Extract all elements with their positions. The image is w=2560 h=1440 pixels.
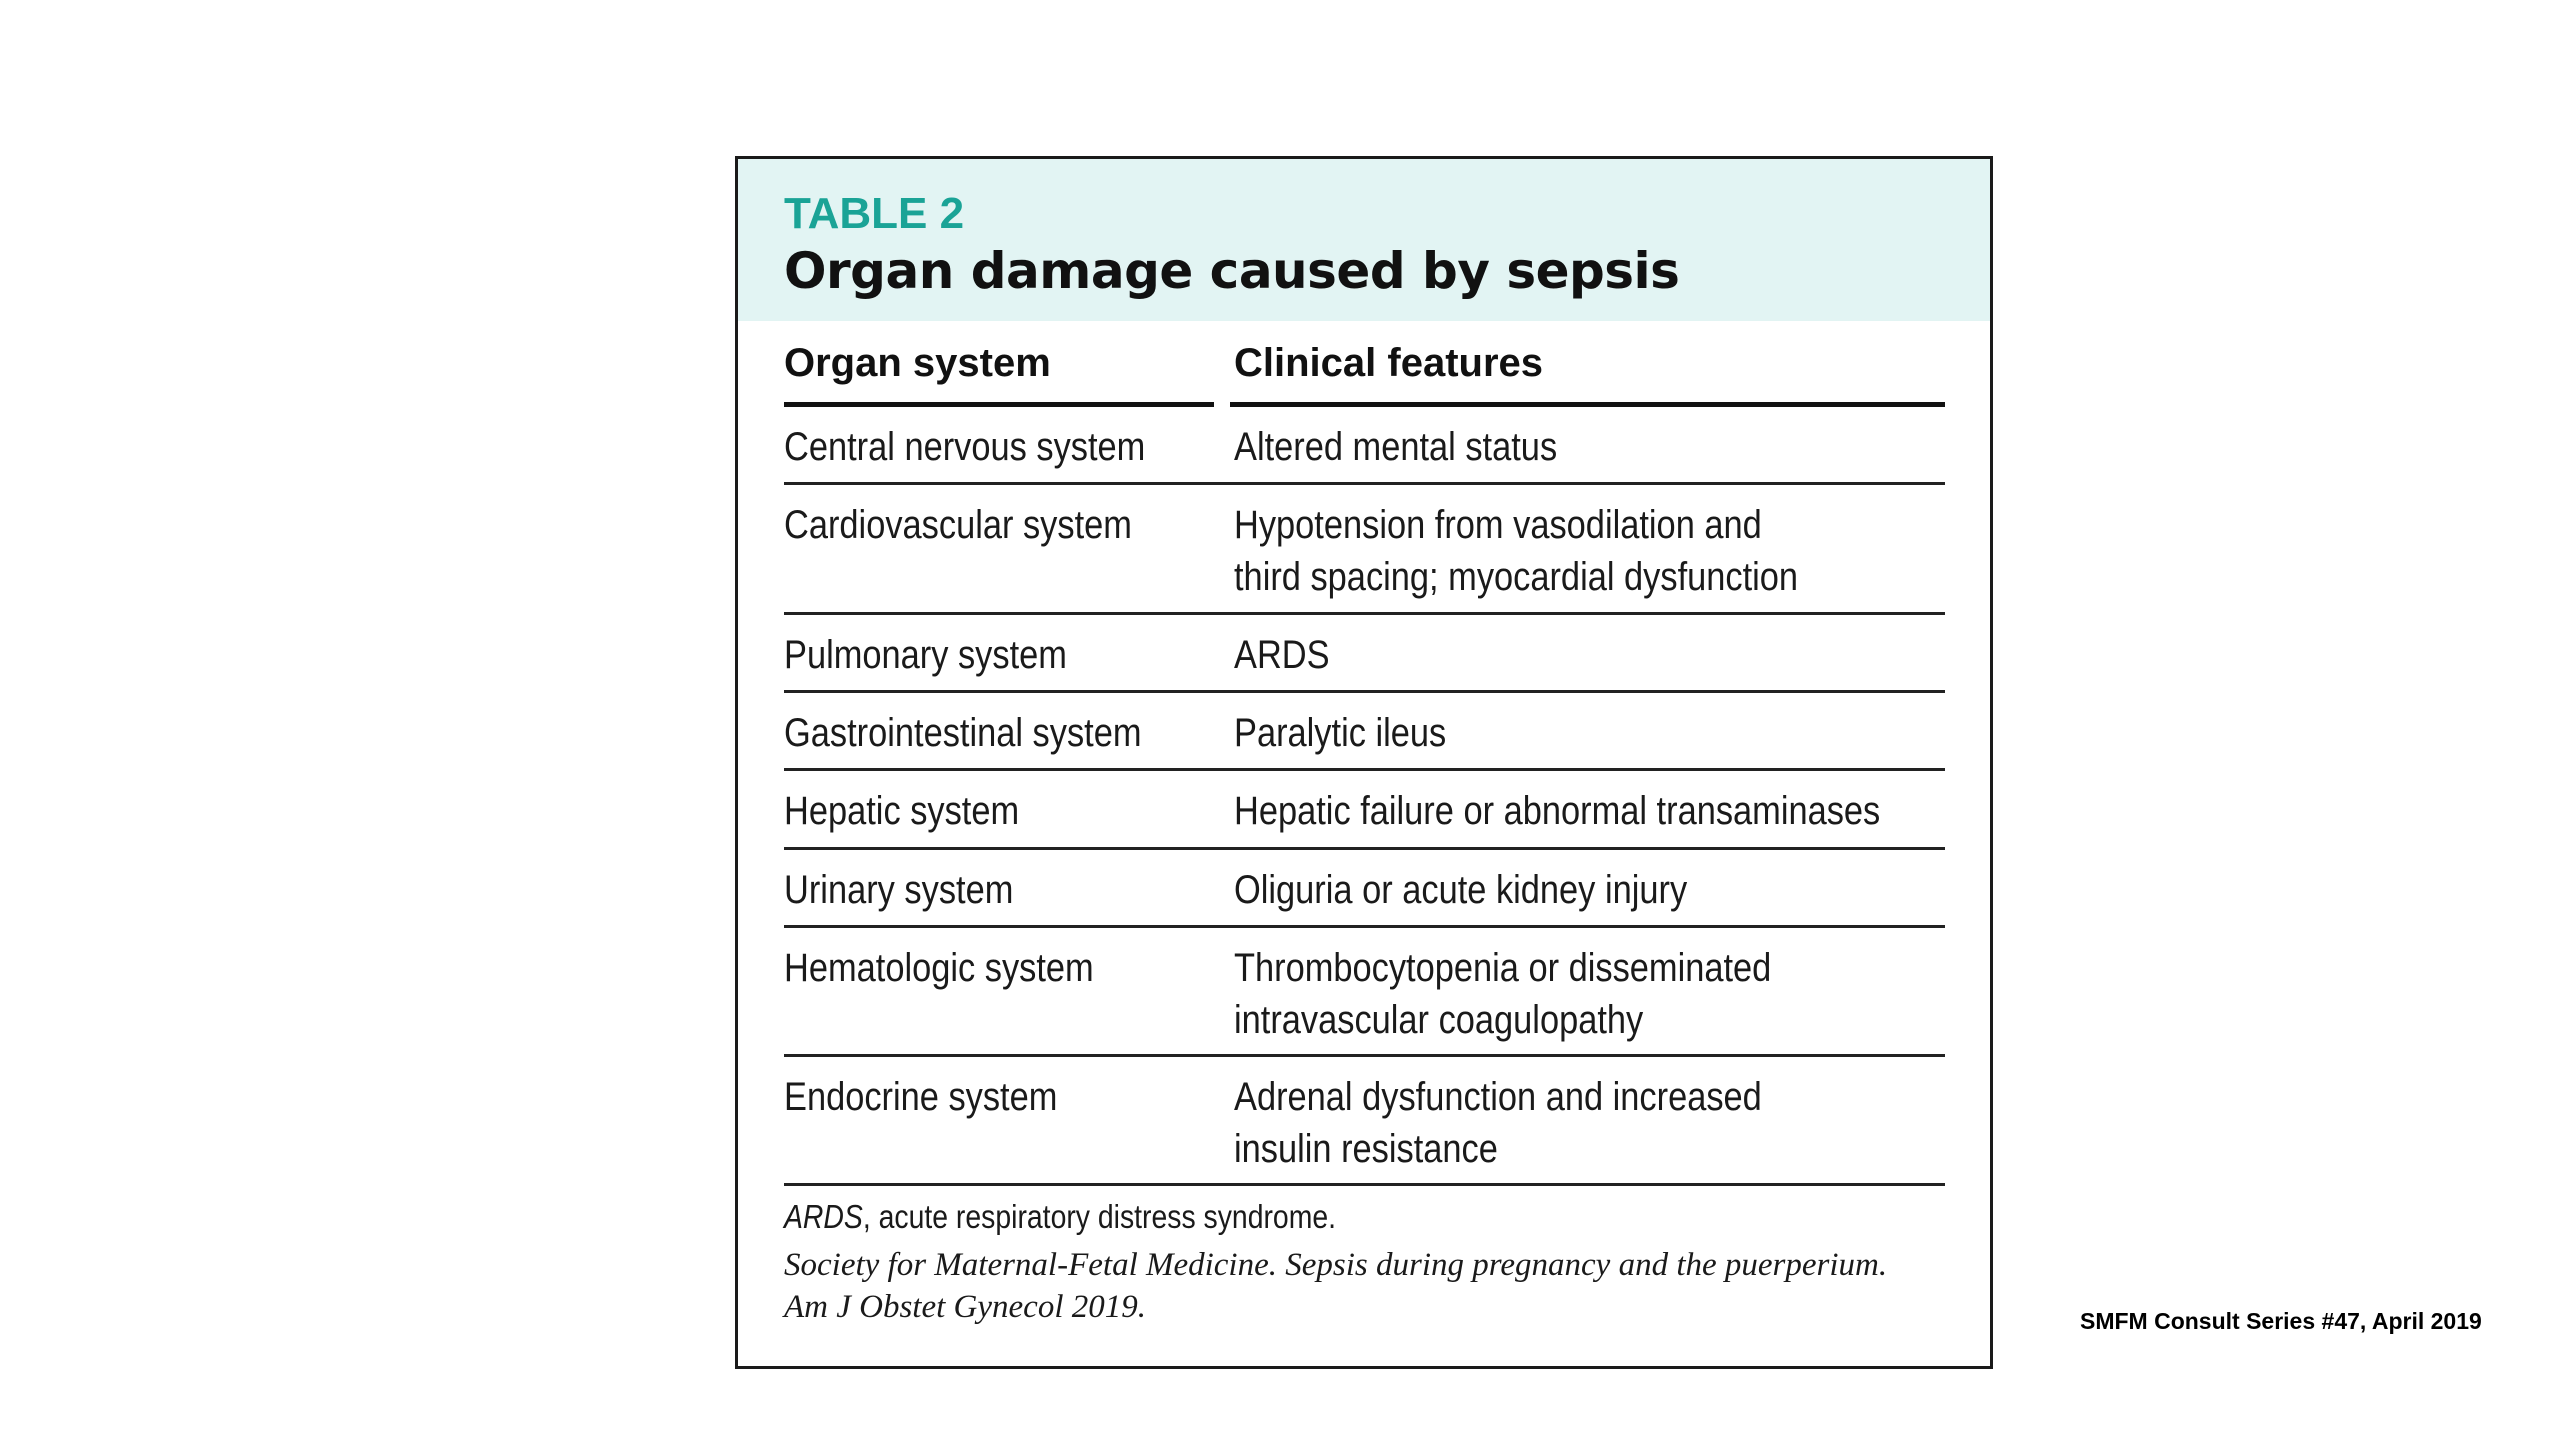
table-body: [738, 321, 1990, 1186]
features-cell: Thrombocytopenia or disseminated intravascular coagulopathy: [1234, 946, 1772, 1042]
features-cell: Hepatic failure or abnormal transaminases: [1234, 789, 1881, 833]
table-row: [784, 615, 1945, 693]
citation-line: Am J Obstet Gynecol 2019.: [784, 1289, 1146, 1325]
features-cell: Altered mental status: [1234, 425, 1558, 469]
organ-cell: Urinary system: [784, 868, 1014, 912]
table-number: TABLE 2: [784, 189, 965, 238]
table-row: [784, 407, 1945, 485]
organ-cell: Hematologic system: [784, 946, 1094, 990]
table-row: [784, 771, 1945, 850]
column-header-features: Clinical features: [1234, 341, 1544, 385]
citation-line: Society for Maternal-Fetal Medicine. Sepsis during pregnancy and the puerperium.: [784, 1247, 1888, 1283]
source-label: SMFM Consult Series #47, April 2019: [2080, 1308, 2482, 1334]
column-header-organ: Organ system: [784, 341, 1051, 385]
footnote-abbr: ARDS: [784, 1198, 863, 1235]
features-cell: Hypotension from vasodilation and third spacing; myocardial dysfunction: [1234, 503, 1799, 599]
footnote-text: , acute respiratory distress syndrome.: [862, 1198, 1337, 1235]
organ-cell: Central nervous system: [784, 425, 1146, 469]
column-header-row: [784, 321, 1945, 407]
organ-cell: Hepatic system: [784, 789, 1020, 833]
table-title: Organ damage caused by sepsis: [784, 242, 1680, 300]
table-card: [735, 156, 1993, 1369]
features-cell: ARDS: [1234, 633, 1330, 677]
features-cell: Adrenal dysfunction and increased insulin resistance: [1234, 1075, 1762, 1171]
organ-cell: Cardiovascular system: [784, 503, 1132, 547]
table-row: [784, 485, 1945, 615]
table-citation: [784, 1244, 1887, 1328]
table-row: [784, 1057, 1945, 1186]
table-header: [738, 159, 1990, 321]
table-row: [784, 928, 1945, 1057]
table-footnote: [784, 1198, 1336, 1236]
features-cell: Oliguria or acute kidney injury: [1234, 868, 1688, 912]
table-row: [784, 850, 1945, 928]
table-row: [784, 693, 1945, 771]
organ-cell: Endocrine system: [784, 1075, 1058, 1119]
organ-cell: Pulmonary system: [784, 633, 1067, 677]
organ-cell: Gastrointestinal system: [784, 711, 1142, 755]
features-cell: Paralytic ileus: [1234, 711, 1447, 755]
